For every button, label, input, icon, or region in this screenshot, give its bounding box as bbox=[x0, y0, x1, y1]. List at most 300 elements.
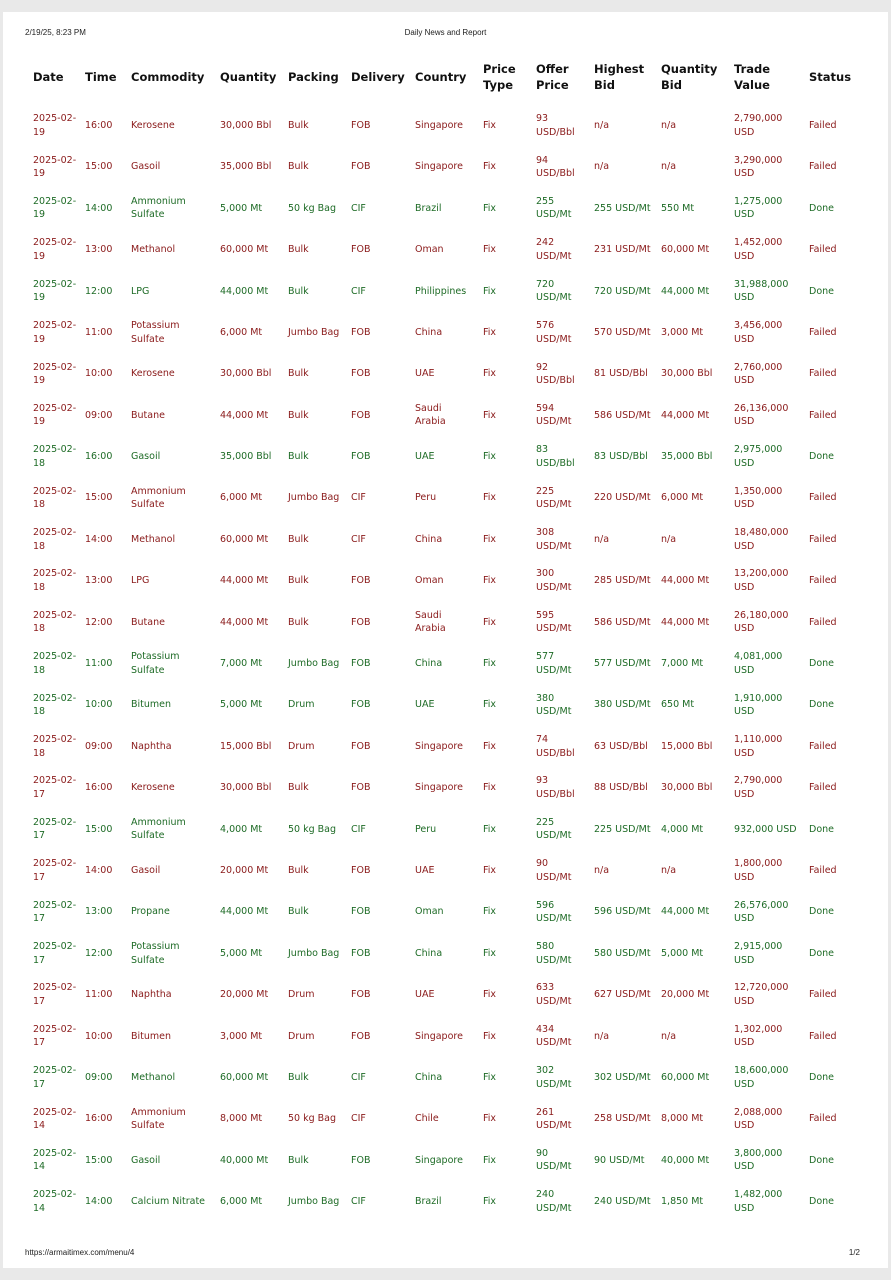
table-row bbox=[29, 395, 863, 436]
cell-time: 13:00 bbox=[85, 575, 113, 587]
column-header-price-type: Price Type bbox=[483, 62, 516, 92]
cell-time: 09:00 bbox=[85, 409, 113, 421]
cell-country: Brazil bbox=[415, 202, 442, 214]
cell-delivery: CIF bbox=[351, 1113, 366, 1125]
cell-commodity: Kerosene bbox=[131, 782, 175, 794]
cell-packing: 50 kg Bag bbox=[288, 202, 337, 214]
cell-highest-bid: 570 USD/Mt bbox=[594, 326, 651, 338]
table-row bbox=[29, 146, 863, 187]
cell-time: 16:00 bbox=[85, 782, 113, 794]
cell-status: Failed bbox=[809, 533, 837, 545]
cell-time: 10:00 bbox=[85, 1030, 113, 1042]
cell-commodity: Calcium Nitrate bbox=[131, 1196, 206, 1208]
table-header-row bbox=[29, 49, 863, 105]
cell-offer-price: 255 USD/Mt bbox=[536, 195, 572, 221]
cell-country: Saudi Arabia bbox=[415, 402, 446, 428]
cell-country: UAE bbox=[415, 451, 435, 463]
cell-status: Done bbox=[809, 658, 834, 670]
cell-country: Brazil bbox=[415, 1196, 442, 1208]
cell-trade-value: 13,200,000 USD bbox=[734, 568, 789, 593]
cell-trade-value: 1,800,000 USD bbox=[734, 858, 783, 883]
table-row bbox=[29, 312, 863, 353]
cell-status: Done bbox=[809, 823, 834, 835]
cell-country: UAE bbox=[415, 368, 435, 380]
cell-status: Done bbox=[809, 906, 834, 918]
cell-packing: Bulk bbox=[288, 368, 309, 380]
cell-commodity: Ammonium Sulfate bbox=[131, 816, 186, 842]
cell-highest-bid: 380 USD/Mt bbox=[594, 699, 651, 711]
page-title: Daily News and Report bbox=[404, 28, 487, 37]
cell-offer-price: 594 USD/Mt bbox=[536, 402, 572, 428]
cell-time: 16:00 bbox=[85, 1113, 113, 1125]
cell-offer-price: 302 USD/Mt bbox=[536, 1065, 572, 1090]
cell-delivery: FOB bbox=[351, 1154, 371, 1166]
cell-date: 2025-02-19 bbox=[33, 320, 77, 345]
cell-offer-price: 261 USD/Mt bbox=[536, 1106, 572, 1132]
cell-trade-value: 1,452,000 USD bbox=[734, 237, 783, 262]
cell-country: Chile bbox=[415, 1113, 439, 1125]
table-row bbox=[29, 933, 863, 974]
cell-packing: Bulk bbox=[288, 285, 309, 297]
cell-date: 2025-02-19 bbox=[33, 361, 77, 387]
cell-status: Failed bbox=[809, 119, 837, 131]
cell-highest-bid: 81 USD/Bbl bbox=[594, 368, 648, 380]
cell-commodity: Naphtha bbox=[131, 740, 172, 752]
cell-date: 2025-02-19 bbox=[33, 154, 77, 180]
cell-trade-value: 31,988,000 USD bbox=[734, 278, 789, 304]
cell-status: Done bbox=[809, 285, 834, 297]
cell-offer-price: 380 USD/Mt bbox=[536, 692, 572, 718]
cell-highest-bid: 285 USD/Mt bbox=[594, 575, 651, 587]
cell-offer-price: 308 USD/Mt bbox=[536, 527, 572, 552]
cell-price-type: Fix bbox=[483, 782, 497, 794]
cell-time: 14:00 bbox=[85, 864, 113, 876]
cell-packing: Bulk bbox=[288, 864, 309, 876]
cell-date: 2025-02-18 bbox=[33, 527, 77, 552]
cell-time: 14:00 bbox=[85, 202, 113, 214]
column-header-country: Country bbox=[415, 70, 467, 84]
cell-offer-price: 595 USD/Mt bbox=[536, 609, 572, 635]
column-header-offer-price: Offer Price bbox=[536, 62, 569, 92]
cell-status: Failed bbox=[809, 864, 837, 876]
cell-trade-value: 2,790,000 USD bbox=[734, 113, 783, 138]
cell-offer-price: 242 USD/Mt bbox=[536, 237, 572, 262]
cell-packing: Bulk bbox=[288, 1071, 309, 1083]
cell-time: 10:00 bbox=[85, 368, 113, 380]
cell-quantity: 44,000 Mt bbox=[220, 409, 269, 421]
cell-date: 2025-02-19 bbox=[33, 195, 77, 221]
cell-delivery: FOB bbox=[351, 699, 371, 711]
cell-time: 13:00 bbox=[85, 906, 113, 918]
table-row bbox=[29, 974, 863, 1015]
cell-delivery: CIF bbox=[351, 1071, 366, 1083]
cell-delivery: CIF bbox=[351, 492, 366, 504]
cell-quantity-bid: 4,000 Mt bbox=[661, 823, 704, 835]
cell-highest-bid: 627 USD/Mt bbox=[594, 989, 651, 1001]
cell-offer-price: 720 USD/Mt bbox=[536, 278, 572, 304]
cell-trade-value: 932,000 USD bbox=[734, 823, 797, 835]
cell-price-type: Fix bbox=[483, 1113, 497, 1125]
cell-date: 2025-02-17 bbox=[33, 858, 77, 883]
cell-quantity: 30,000 Bbl bbox=[220, 782, 272, 794]
cell-date: 2025-02-17 bbox=[33, 1023, 77, 1049]
cell-trade-value: 26,136,000 USD bbox=[734, 402, 789, 428]
print-datetime: 2/19/25, 8:23 PM bbox=[25, 28, 86, 37]
cell-packing: Drum bbox=[288, 1030, 315, 1042]
cell-highest-bid: 90 USD/Mt bbox=[594, 1154, 645, 1166]
cell-price-type: Fix bbox=[483, 492, 497, 504]
column-header-highest-bid: Highest Bid bbox=[594, 62, 645, 92]
cell-highest-bid: 586 USD/Mt bbox=[594, 409, 651, 421]
cell-offer-price: 576 USD/Mt bbox=[536, 320, 572, 345]
table-row bbox=[29, 767, 863, 808]
cell-time: 11:00 bbox=[85, 989, 113, 1001]
table-row bbox=[29, 478, 863, 519]
cell-quantity: 44,000 Mt bbox=[220, 906, 269, 918]
cell-trade-value: 3,290,000 USD bbox=[734, 154, 783, 180]
cell-date: 2025-02-14 bbox=[33, 1106, 77, 1132]
table-row bbox=[29, 1016, 863, 1057]
table-row bbox=[29, 850, 863, 891]
cell-date: 2025-02-19 bbox=[33, 278, 77, 304]
cell-price-type: Fix bbox=[483, 699, 497, 711]
cell-packing: Bulk bbox=[288, 451, 309, 463]
cell-status: Failed bbox=[809, 1113, 837, 1125]
cell-country: China bbox=[415, 1071, 443, 1083]
cell-date: 2025-02-18 bbox=[33, 568, 77, 593]
table-row bbox=[29, 684, 863, 725]
cell-price-type: Fix bbox=[483, 409, 497, 421]
cell-quantity: 60,000 Mt bbox=[220, 244, 269, 256]
cell-trade-value: 1,275,000 USD bbox=[734, 195, 783, 221]
cell-offer-price: 93 USD/Bbl bbox=[536, 775, 575, 800]
cell-date: 2025-02-18 bbox=[33, 651, 77, 676]
column-header-date: Date bbox=[33, 70, 64, 84]
cell-highest-bid: 577 USD/Mt bbox=[594, 658, 651, 670]
cell-commodity: Propane bbox=[131, 906, 170, 918]
cell-quantity-bid: 35,000 Bbl bbox=[661, 451, 713, 463]
cell-quantity-bid: 8,000 Mt bbox=[661, 1113, 704, 1125]
cell-offer-price: 83 USD/Bbl bbox=[536, 444, 575, 469]
cell-status: Done bbox=[809, 451, 834, 463]
cell-status: Failed bbox=[809, 326, 837, 338]
cell-country: Singapore bbox=[415, 119, 463, 131]
cell-offer-price: 434 USD/Mt bbox=[536, 1023, 572, 1049]
column-header-quantity: Quantity bbox=[220, 70, 277, 84]
cell-trade-value: 1,350,000 USD bbox=[734, 485, 783, 511]
cell-delivery: FOB bbox=[351, 906, 371, 918]
cell-offer-price: 90 USD/Mt bbox=[536, 858, 572, 883]
cell-time: 15:00 bbox=[85, 161, 113, 173]
cell-time: 11:00 bbox=[85, 658, 113, 670]
cell-packing: Drum bbox=[288, 699, 315, 711]
cell-status: Failed bbox=[809, 989, 837, 1001]
cell-delivery: FOB bbox=[351, 947, 371, 959]
cell-country: China bbox=[415, 658, 443, 670]
cell-delivery: FOB bbox=[351, 244, 371, 256]
cell-quantity: 5,000 Mt bbox=[220, 699, 263, 711]
cell-trade-value: 1,482,000 USD bbox=[734, 1189, 783, 1214]
cell-offer-price: 90 USD/Mt bbox=[536, 1147, 572, 1173]
cell-quantity: 40,000 Mt bbox=[220, 1154, 269, 1166]
table-row bbox=[29, 188, 863, 229]
cell-quantity-bid: 44,000 Mt bbox=[661, 616, 710, 628]
cell-time: 15:00 bbox=[85, 492, 113, 504]
cell-price-type: Fix bbox=[483, 658, 497, 670]
table-row bbox=[29, 1181, 863, 1222]
cell-delivery: FOB bbox=[351, 658, 371, 670]
cell-country: Oman bbox=[415, 575, 444, 587]
cell-trade-value: 2,790,000 USD bbox=[734, 775, 783, 800]
cell-trade-value: 1,910,000 USD bbox=[734, 692, 783, 718]
cell-quantity-bid: n/a bbox=[661, 533, 677, 545]
report-page bbox=[3, 12, 888, 1268]
table-row bbox=[29, 643, 863, 684]
cell-date: 2025-02-17 bbox=[33, 775, 77, 800]
cell-price-type: Fix bbox=[483, 368, 497, 380]
column-header-delivery: Delivery bbox=[351, 70, 405, 84]
cell-quantity-bid: 60,000 Mt bbox=[661, 244, 710, 256]
cell-highest-bid: n/a bbox=[594, 864, 610, 876]
cell-date: 2025-02-14 bbox=[33, 1189, 77, 1214]
cell-quantity: 4,000 Mt bbox=[220, 823, 263, 835]
cell-price-type: Fix bbox=[483, 989, 497, 1001]
cell-highest-bid: 302 USD/Mt bbox=[594, 1071, 651, 1083]
cell-status: Failed bbox=[809, 782, 837, 794]
cell-commodity: Ammonium Sulfate bbox=[131, 1106, 186, 1132]
cell-commodity: Butane bbox=[131, 616, 165, 628]
cell-price-type: Fix bbox=[483, 864, 497, 876]
cell-trade-value: 3,456,000 USD bbox=[734, 320, 783, 345]
cell-date: 2025-02-18 bbox=[33, 734, 77, 759]
cell-delivery: FOB bbox=[351, 864, 371, 876]
cell-quantity-bid: n/a bbox=[661, 864, 677, 876]
cell-quantity-bid: 44,000 Mt bbox=[661, 285, 710, 297]
cell-quantity: 30,000 Bbl bbox=[220, 119, 272, 131]
cell-price-type: Fix bbox=[483, 326, 497, 338]
cell-commodity: Butane bbox=[131, 409, 165, 421]
column-header-commodity: Commodity bbox=[131, 70, 205, 84]
cell-delivery: FOB bbox=[351, 451, 371, 463]
cell-delivery: FOB bbox=[351, 409, 371, 421]
cell-packing: Bulk bbox=[288, 244, 309, 256]
cell-date: 2025-02-18 bbox=[33, 692, 77, 718]
cell-price-type: Fix bbox=[483, 202, 497, 214]
table-row bbox=[29, 1140, 863, 1181]
cell-packing: Jumbo Bag bbox=[288, 1196, 340, 1208]
cell-quantity-bid: 7,000 Mt bbox=[661, 658, 704, 670]
cell-commodity: Methanol bbox=[131, 533, 176, 545]
cell-delivery: FOB bbox=[351, 989, 371, 1001]
cell-trade-value: 1,110,000 USD bbox=[734, 734, 783, 759]
cell-country: Saudi Arabia bbox=[415, 609, 446, 635]
cell-quantity: 44,000 Mt bbox=[220, 575, 269, 587]
table-row bbox=[29, 560, 863, 601]
cell-commodity: Bitumen bbox=[131, 699, 172, 711]
cell-quantity: 6,000 Mt bbox=[220, 492, 263, 504]
cell-delivery: FOB bbox=[351, 740, 371, 752]
cell-time: 16:00 bbox=[85, 119, 113, 131]
cell-country: Singapore bbox=[415, 782, 463, 794]
cell-date: 2025-02-17 bbox=[33, 816, 77, 842]
cell-status: Failed bbox=[809, 492, 837, 504]
cell-delivery: FOB bbox=[351, 782, 371, 794]
cell-price-type: Fix bbox=[483, 1030, 497, 1042]
footer-url[interactable]: https://armaitimex.com/menu/4 bbox=[25, 1248, 135, 1257]
cell-quantity: 3,000 Mt bbox=[220, 1030, 263, 1042]
cell-status: Done bbox=[809, 699, 834, 711]
table-row bbox=[29, 1057, 863, 1098]
cell-quantity-bid: 30,000 Bbl bbox=[661, 782, 713, 794]
cell-offer-price: 596 USD/Mt bbox=[536, 899, 572, 925]
cell-quantity: 60,000 Mt bbox=[220, 1071, 269, 1083]
cell-commodity: Kerosene bbox=[131, 368, 175, 380]
cell-price-type: Fix bbox=[483, 1071, 497, 1083]
cell-packing: Jumbo Bag bbox=[288, 326, 340, 338]
column-header-time: Time bbox=[85, 70, 117, 84]
cell-quantity: 20,000 Mt bbox=[220, 989, 269, 1001]
cell-quantity-bid: 3,000 Mt bbox=[661, 326, 704, 338]
cell-offer-price: 577 USD/Mt bbox=[536, 651, 572, 676]
table-row bbox=[29, 519, 863, 560]
column-header-packing: Packing bbox=[288, 70, 339, 84]
cell-trade-value: 2,975,000 USD bbox=[734, 444, 783, 469]
cell-quantity-bid: 5,000 Mt bbox=[661, 947, 704, 959]
cell-highest-bid: 88 USD/Bbl bbox=[594, 782, 648, 794]
cell-commodity: LPG bbox=[131, 575, 150, 587]
cell-delivery: CIF bbox=[351, 285, 366, 297]
cell-date: 2025-02-17 bbox=[33, 941, 77, 966]
cell-highest-bid: 596 USD/Mt bbox=[594, 906, 651, 918]
cell-date: 2025-02-17 bbox=[33, 982, 77, 1007]
cell-highest-bid: 225 USD/Mt bbox=[594, 823, 651, 835]
cell-time: 12:00 bbox=[85, 947, 113, 959]
cell-highest-bid: n/a bbox=[594, 119, 610, 131]
cell-country: Peru bbox=[415, 492, 437, 504]
cell-packing: Bulk bbox=[288, 161, 309, 173]
cell-offer-price: 92 USD/Bbl bbox=[536, 361, 575, 387]
cell-packing: Bulk bbox=[288, 575, 309, 587]
cell-date: 2025-02-17 bbox=[33, 1065, 77, 1090]
cell-quantity: 15,000 Bbl bbox=[220, 740, 272, 752]
cell-delivery: FOB bbox=[351, 575, 371, 587]
cell-highest-bid: 580 USD/Mt bbox=[594, 947, 651, 959]
cell-status: Failed bbox=[809, 161, 837, 173]
cell-commodity: Ammonium Sulfate bbox=[131, 195, 186, 221]
cell-delivery: CIF bbox=[351, 1196, 366, 1208]
cell-quantity: 30,000 Bbl bbox=[220, 368, 272, 380]
cell-quantity-bid: 6,000 Mt bbox=[661, 492, 704, 504]
cell-packing: 50 kg Bag bbox=[288, 1113, 337, 1125]
cell-date: 2025-02-19 bbox=[33, 237, 77, 262]
cell-status: Failed bbox=[809, 368, 837, 380]
cell-time: 09:00 bbox=[85, 1071, 113, 1083]
cell-packing: Jumbo Bag bbox=[288, 947, 340, 959]
cell-commodity: Gasoil bbox=[131, 1154, 161, 1166]
cell-price-type: Fix bbox=[483, 244, 497, 256]
cell-country: China bbox=[415, 947, 443, 959]
cell-country: China bbox=[415, 533, 443, 545]
cell-highest-bid: 83 USD/Bbl bbox=[594, 451, 648, 463]
cell-trade-value: 18,600,000 USD bbox=[734, 1065, 789, 1090]
cell-packing: Bulk bbox=[288, 616, 309, 628]
cell-quantity: 35,000 Bbl bbox=[220, 451, 272, 463]
cell-country: Peru bbox=[415, 823, 437, 835]
cell-country: Singapore bbox=[415, 740, 463, 752]
cell-quantity-bid: 44,000 Mt bbox=[661, 409, 710, 421]
cell-highest-bid: n/a bbox=[594, 1030, 610, 1042]
cell-time: 14:00 bbox=[85, 1196, 113, 1208]
cell-country: UAE bbox=[415, 699, 435, 711]
cell-delivery: FOB bbox=[351, 368, 371, 380]
cell-offer-price: 240 USD/Mt bbox=[536, 1189, 572, 1214]
cell-commodity: LPG bbox=[131, 285, 150, 297]
cell-price-type: Fix bbox=[483, 533, 497, 545]
cell-time: 14:00 bbox=[85, 533, 113, 545]
cell-quantity-bid: 60,000 Mt bbox=[661, 1071, 710, 1083]
cell-delivery: FOB bbox=[351, 326, 371, 338]
cell-trade-value: 2,760,000 USD bbox=[734, 361, 783, 387]
cell-trade-value: 12,720,000 USD bbox=[734, 982, 789, 1007]
cell-date: 2025-02-18 bbox=[33, 444, 77, 469]
cell-highest-bid: 720 USD/Mt bbox=[594, 285, 651, 297]
cell-commodity: Gasoil bbox=[131, 161, 161, 173]
cell-commodity: Ammonium Sulfate bbox=[131, 485, 186, 511]
cell-country: Oman bbox=[415, 244, 444, 256]
cell-highest-bid: 258 USD/Mt bbox=[594, 1113, 651, 1125]
column-header-status: Status bbox=[809, 70, 852, 84]
cell-highest-bid: 240 USD/Mt bbox=[594, 1196, 651, 1208]
cell-offer-price: 633 USD/Mt bbox=[536, 982, 572, 1007]
cell-date: 2025-02-14 bbox=[33, 1147, 77, 1173]
cell-packing: Bulk bbox=[288, 1154, 309, 1166]
table-row bbox=[29, 602, 863, 643]
cell-time: 12:00 bbox=[85, 616, 113, 628]
cell-offer-price: 74 USD/Bbl bbox=[536, 734, 575, 759]
cell-status: Done bbox=[809, 947, 834, 959]
cell-status: Done bbox=[809, 1154, 834, 1166]
cell-packing: Bulk bbox=[288, 409, 309, 421]
cell-packing: Jumbo Bag bbox=[288, 492, 340, 504]
cell-commodity: Gasoil bbox=[131, 451, 161, 463]
cell-quantity-bid: 550 Mt bbox=[661, 202, 695, 214]
cell-offer-price: 225 USD/Mt bbox=[536, 485, 572, 511]
cell-country: UAE bbox=[415, 864, 435, 876]
cell-trade-value: 2,915,000 USD bbox=[734, 941, 783, 966]
cell-quantity-bid: 20,000 Mt bbox=[661, 989, 710, 1001]
cell-delivery: FOB bbox=[351, 616, 371, 628]
cell-trade-value: 1,302,000 USD bbox=[734, 1023, 783, 1049]
cell-commodity: Potassium Sulfate bbox=[131, 320, 180, 345]
cell-trade-value: 4,081,000 USD bbox=[734, 651, 783, 676]
table-row bbox=[29, 105, 863, 146]
cell-price-type: Fix bbox=[483, 616, 497, 628]
cell-highest-bid: 586 USD/Mt bbox=[594, 616, 651, 628]
cell-highest-bid: 220 USD/Mt bbox=[594, 492, 651, 504]
cell-quantity-bid: 44,000 Mt bbox=[661, 575, 710, 587]
table-row bbox=[29, 1098, 863, 1139]
cell-country: Oman bbox=[415, 906, 444, 918]
table-row bbox=[29, 436, 863, 477]
cell-time: 12:00 bbox=[85, 285, 113, 297]
cell-delivery: FOB bbox=[351, 1030, 371, 1042]
cell-trade-value: 26,576,000 USD bbox=[734, 899, 789, 925]
cell-status: Failed bbox=[809, 1030, 837, 1042]
cell-quantity: 7,000 Mt bbox=[220, 658, 263, 670]
cell-price-type: Fix bbox=[483, 740, 497, 752]
cell-price-type: Fix bbox=[483, 906, 497, 918]
cell-country: Singapore bbox=[415, 1030, 463, 1042]
